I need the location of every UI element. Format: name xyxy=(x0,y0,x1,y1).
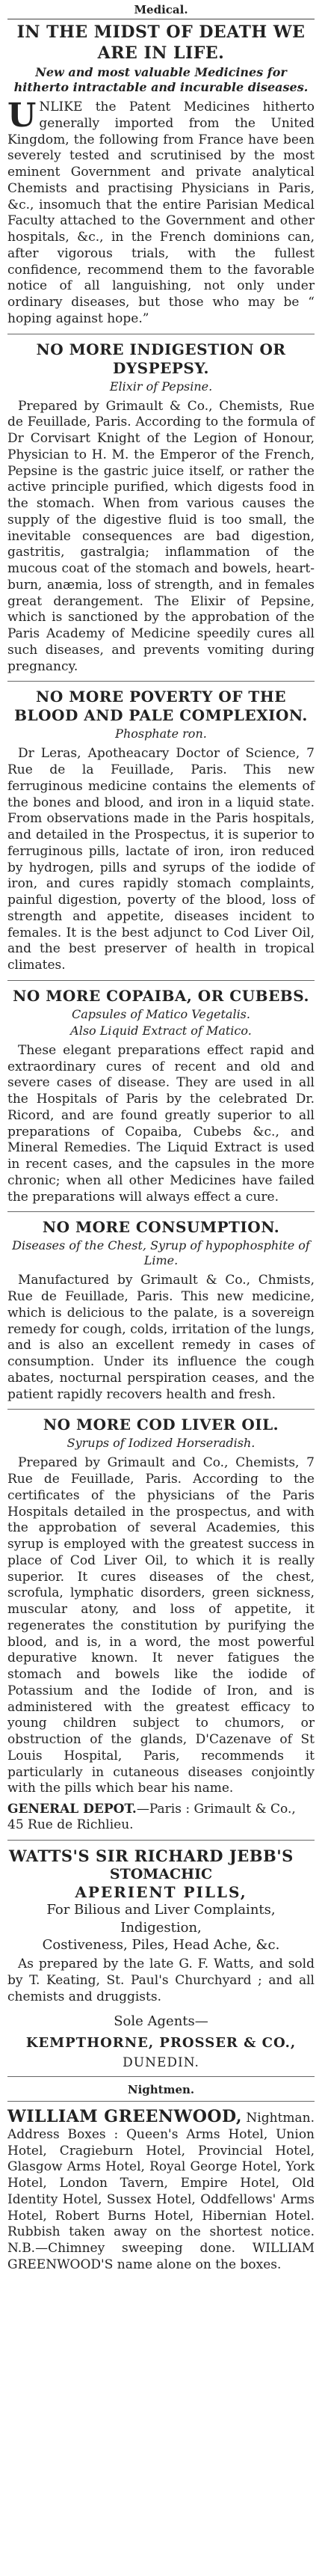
nightmen-section xyxy=(7,2083,315,2274)
advert-consumption xyxy=(7,1218,315,1403)
section-heading: Medical. xyxy=(7,3,315,19)
sole-agents-label: Sole Agents— xyxy=(114,2013,208,2029)
advert-poverty-blood xyxy=(7,688,315,974)
advert-body: WILLIAM GREENWOOD, Nightman. Address Boxes : Queen's Arms Hotel, Union Hotel, Cragieburn Hotel, Provincial Hotel, Glasgow Arms Hotel, Royal George Hotel, York Hotel, London Tavern, Empire Hotel, Old Identity Hotel, Sussex Hotel, Oddfellows' Arms Hotel, Robert Burns Hotel, Hibernian Hotel. Rubbish taken away on the shortest notice. N.B.—Chimney sweeping done. WILLIAM GREENWOOD'S name alone on the boxes. xyxy=(7,2106,315,2272)
advert-line-indigestion: Indigestion, xyxy=(120,1919,202,1936)
advert-stomachic: STOMACHIC xyxy=(109,1865,213,1882)
advert-in-the-midst xyxy=(7,22,315,328)
section-heading: Nightmen. xyxy=(127,2082,195,2096)
advert-title: NO MORE INDIGESTION OR DYSPEPSY. xyxy=(36,340,286,377)
advert-watts-pills xyxy=(7,1847,315,2070)
advert-body: These elegant preparations effect rapid and extraordinary cures of recent and old and severe cases of disease. They are used in all the Hospitals of Paris by the celebrated Dr. Ricord, and are found greatly superior to all preparations of Copaiba, Cubebs &c., and Mineral Remedies. The Liquid Extract is used in recent cases, and the capsules in the more chronic; when all other Medicines have failed the preparations will always effect a cure. xyxy=(7,1042,315,1205)
advert-pills-heading: APERIENT PILLS, xyxy=(75,1883,247,1902)
advert-subtitle: Diseases of the Chest, Syrup of hypophosphite of Lime. xyxy=(12,1238,310,1268)
general-depot-label: GENERAL DEPOT. xyxy=(7,1802,137,1817)
divider xyxy=(7,1840,315,1841)
advert-body: UNLIKE the Patent Medicines hitherto generally imported from the United Kingdom, the following from France have been severely tested and scrutinised by the most eminent Government and private analytical Chemists and practising Physicians in Paris, &c., insomuch that the entire Parisian Medical Faculty attached to the Government and other hospitals, &c., in the French dominions can, after vigorous trials, with the fullest confidence, recommend them to the favorable notice of all languishing, not only under ordinary diseases, but those who may be “ hoping against hope.” xyxy=(7,97,315,326)
divider xyxy=(7,2076,315,2077)
advert-subtitle: New and most valuable Medicines for hitherto intractable and incurable diseases. xyxy=(13,65,309,94)
advert-body: Prepared by Grimault & Co., Chemists, Rue de Feuillade, Paris. According to the formula of Dr Corvisart Knight of the Legion of Honour, Physician to H. M. the Emperor of the French, Pepsine is the gastric juice itself, or rather the active principle purified, which digests food in the stomach. When from various causes the supply of the digestive fluid is too small, the inevitable consequences are bad digestion, gastritis, gastralgia; inflammation of the mucous coat of the stomach and bowels, heart-burn, anæmia, loss of strength, and in females great derangement. The Elixir of Pepsine, which is sanctioned by the approbation of the Paris Academy of Medicine speedily cures all such diseases, and prevents vomiting during pregnancy. xyxy=(7,398,315,674)
general-depot xyxy=(7,1802,315,1834)
advert-line-bilious: For Bilious and Liver Complaints, xyxy=(46,1902,276,1918)
advert-subtitle: Phosphate ron. xyxy=(115,726,207,741)
divider xyxy=(7,681,315,682)
newspaper-column xyxy=(7,0,315,2274)
advert-title: NO MORE CONSUMPTION. xyxy=(42,1218,280,1237)
agents-town: DUNEDIN. xyxy=(123,2055,199,2070)
advert-body: Prepared by Grimault and Co., Chemists, 7 Rue de Feuillade, Paris. According to the certificates of the physicians of the Paris Hospitals detailed in the prospectus, and with the approbation of several Academies, this syrup is employed with the greatest success in place of Cod Liver Oil, to which it is really superior. It cures diseases of the chest, scrofula, lymphatic disorders, green sickness, muscular atony, and loss of appetite, it regenerates the constitution by purifying the blood, and is, in a word, the most powerful depurative known. It never fatigues the stomach and bowels like the iodide of Potassium and the Iodide of Iron, and is administered with the greatest efficacy to young children subject to chumors, or obstruction of the glands, D'Cazenave of St Louis Hospital, Paris, recommends it particularly in cutaneous diseases conjointly with the pills which bear his name. xyxy=(7,1455,315,1796)
advert-cod-liver-oil xyxy=(7,1416,315,1797)
advert-indigestion xyxy=(7,340,315,676)
advert-title: NO MORE POVERTY OF THE BLOOD AND PALE COMPLEXION. xyxy=(14,688,308,725)
agents-name: KEMPTHORNE, PROSSER & CO., xyxy=(25,2034,297,2051)
advert-body: As prepared by the late G. F. Watts, and sold by T. Keating, St. Paul's Churchyard ; and all chemists and druggists. xyxy=(7,1957,315,2004)
general-depot-address: —Paris : Grimault & Co., 45 Rue de Richlieu. xyxy=(7,1802,296,1833)
advert-copaiba xyxy=(7,987,315,1206)
advert-subtitle: Elixir of Pepsine. xyxy=(109,379,213,394)
drop-cap: U xyxy=(7,97,37,135)
advert-title: NO MORE COD LIVER OIL. xyxy=(43,1416,279,1434)
advert-title: WATTS'S SIR RICHARD JEBB'S xyxy=(9,1846,294,1865)
divider xyxy=(7,1211,315,1212)
advert-line-costiveness: Costiveness, Piles, Head Ache, &c. xyxy=(42,1936,280,1953)
divider xyxy=(7,1409,315,1410)
advert-subtitle-2: Also Liquid Extract of Matico. xyxy=(70,1023,252,1038)
advert-body: Manufactured by Grimault & Co., Chmists, Rue de Feuillade, Paris. This new medicine, which is delicious to the palate, is a sovereign remedy for cough, colds, irritation of the lungs, and is also an excellent remedy in cases of consumption. Under its influence the cough abates, nocturnal perspiration ceases, and the patient rapidly recovers health and fresh. xyxy=(7,1273,315,1402)
advert-title: NO MORE COPAIBA, OR CUBEBS. xyxy=(13,986,309,1005)
advert-subtitle: Syrups of Iodized Horseradish. xyxy=(66,1436,256,1451)
advert-body: Dr Leras, Apotheacary Doctor of Science, 7 Rue de la Feuillade, Paris. This new ferruginous medicine contains the elements of the bones and blood, and iron in a liquid state. From observations made in the Paris hospitals, and detailed in the Prospectus, it is superior to ferruginous pills, lactate of iron, iron reduced by hydrogen, pills and syrups of the iodide of iron, and cures rapidly stomach complaints, painful digestion, poverty of the blood, loss of strength and appetite, diseases incident to females. It is the best adjunct to Cod Liver Oil, and the best preserver of health in tropical climates. xyxy=(7,746,315,973)
divider xyxy=(7,980,315,981)
advert-title: IN THE MIDST OF DEATH WE ARE IN LIFE. xyxy=(16,22,306,63)
advert-subtitle: Capsules of Matico Vegetalis. xyxy=(72,1006,250,1021)
divider xyxy=(7,2101,315,2102)
advertiser-name: WILLIAM GREENWOOD, xyxy=(7,2106,243,2126)
